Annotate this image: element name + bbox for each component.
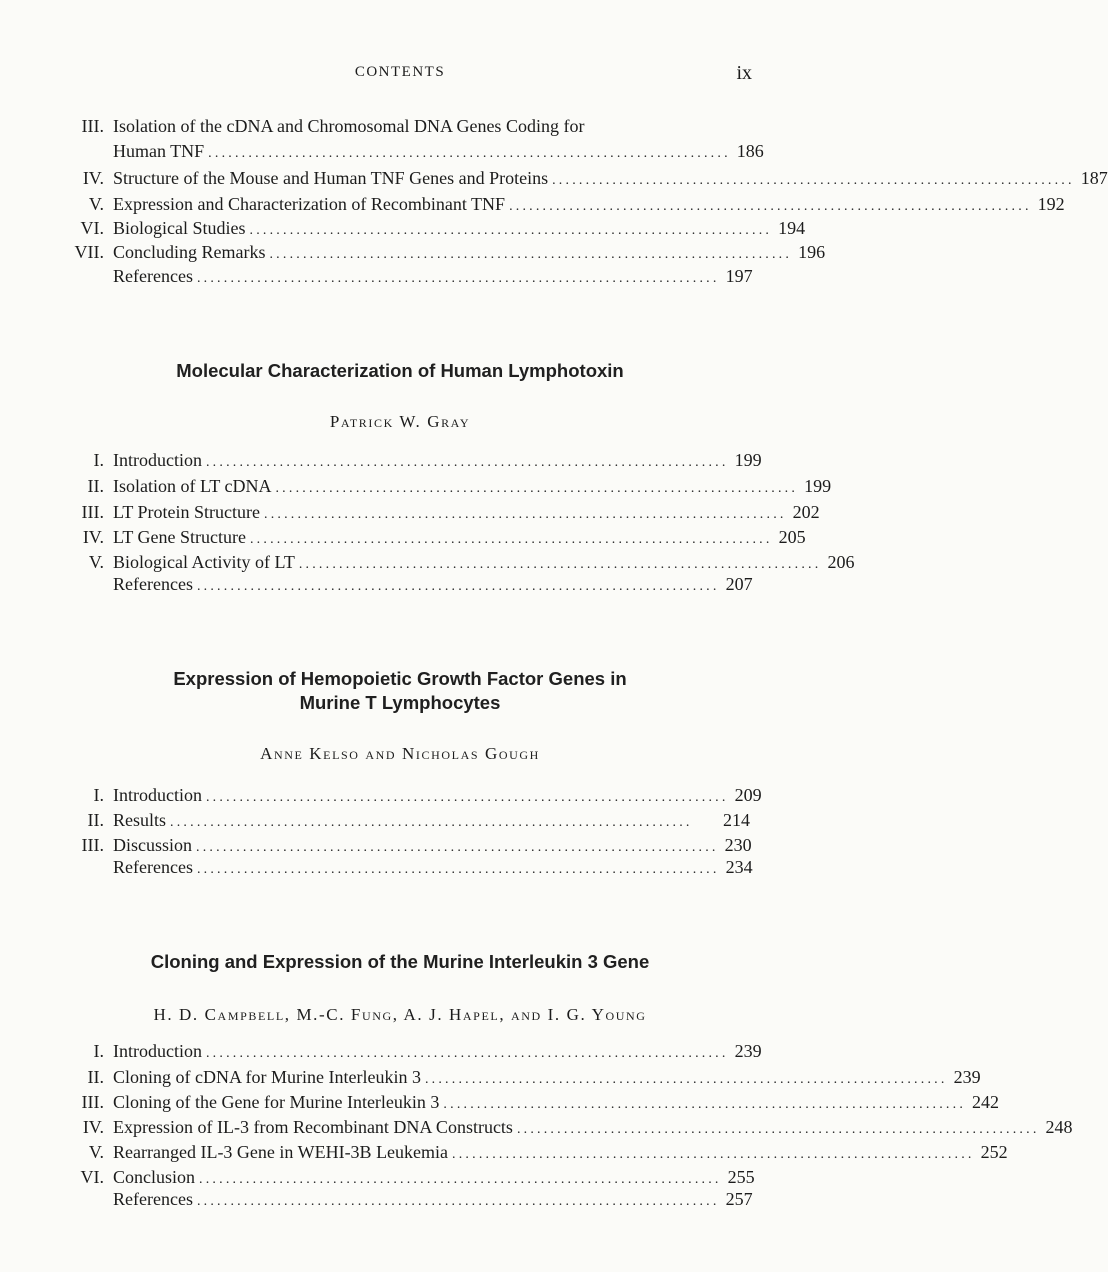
section-title: Biological Studies	[113, 218, 246, 238]
dot-leader: ..............................................................................	[196, 840, 719, 855]
section-title: Expression of IL-3 from Recombinant DNA Constructs	[113, 1117, 513, 1137]
page-ref: 242	[972, 1092, 1000, 1112]
section-number: VII.	[74, 242, 104, 262]
article-title-line2: Murine T Lymphocytes	[299, 692, 501, 713]
article-title: Cloning and Expression of the Murine Interleukin 3 Gene	[150, 951, 650, 972]
section-title: References	[113, 1189, 193, 1209]
section-number: II.	[87, 1067, 104, 1087]
dot-leader: ..............................................................................	[443, 1097, 967, 1112]
page-ref: 207	[725, 574, 753, 594]
section-title: LT Gene Structure	[113, 527, 246, 547]
dot-leader: ..............................................................................	[199, 1172, 722, 1187]
dot-leader: ..............................................................................	[275, 481, 799, 496]
page-ref: 214	[723, 810, 750, 830]
dot-leader: ..............................................................................	[196, 862, 720, 877]
page-ref: 234	[725, 857, 753, 877]
section-number: IV.	[82, 1117, 104, 1137]
page-ref: 202	[792, 502, 820, 522]
dot-leader: ..............................................................................	[424, 1072, 948, 1087]
section-number: I.	[93, 450, 104, 470]
page-ref: 186	[736, 141, 764, 161]
section-title: Biological Activity of LT	[113, 552, 295, 572]
section-number: II.	[87, 810, 104, 830]
dot-leader: ..............................................................................	[205, 790, 729, 805]
dot-leader: ..............................................................................	[298, 557, 822, 572]
page-ref: 255	[727, 1167, 755, 1187]
dot-leader: ..............................................................................	[196, 1194, 720, 1209]
page-ref: 196	[798, 242, 826, 262]
page-ref: 199	[804, 476, 832, 496]
section-title: References	[113, 266, 193, 286]
article-authors: Patrick W. Gray	[329, 412, 471, 431]
page-ref: 206	[827, 552, 855, 572]
dot-leader: ..............................................................................	[205, 455, 729, 470]
dot-leader: ..............................................................................	[249, 223, 773, 238]
dot-leader: ..............................................................................	[264, 507, 787, 522]
section-title: Conclusion	[113, 1167, 196, 1187]
section-title: Structure of the Mouse and Human TNF Genes and Proteins	[113, 168, 549, 188]
dot-leader: ..............................................................................	[205, 1046, 729, 1061]
section-title: Introduction	[113, 450, 202, 470]
page-ref: 199	[734, 450, 762, 470]
page-ref: 197	[725, 266, 753, 286]
page-ref: 205	[778, 527, 806, 547]
dot-leader: ..............................................................................	[269, 247, 793, 262]
section-number: VI.	[80, 218, 104, 238]
page-ref: 239	[953, 1067, 981, 1087]
article-authors: H. D. Campbell, M.-C. Fung, A. J. Hapel, and I. G. Young	[153, 1005, 647, 1024]
section-number: IV.	[82, 527, 104, 547]
section-title: Isolation of the cDNA and Chromosomal DNA Genes Coding for	[113, 116, 585, 136]
page-header	[0, 62, 800, 86]
page-number: ix	[736, 62, 752, 84]
section-title: Cloning of cDNA for Murine Interleukin 3	[113, 1067, 421, 1087]
page-ref: 257	[725, 1189, 753, 1209]
section-number: I.	[93, 785, 104, 805]
page-ref: 194	[778, 218, 806, 238]
section-title: Cloning of the Gene for Murine Interleukin 3	[113, 1092, 440, 1112]
page-ref: 248	[1045, 1117, 1073, 1137]
dot-leader: ..............................................................................	[509, 199, 1032, 214]
section-title: LT Protein Structure	[113, 502, 260, 522]
article-title: Molecular Characterization of Human Lymphotoxin	[176, 360, 624, 381]
section-number: V.	[88, 552, 104, 572]
section-number: III.	[81, 1092, 104, 1112]
section-title: References	[113, 857, 193, 877]
page-ref: 187	[1080, 168, 1108, 188]
section-number: II.	[87, 476, 104, 496]
dot-leader: ..............................................................................	[170, 815, 693, 830]
section-number: V.	[88, 1142, 104, 1162]
dot-leader: ..............................................................................	[196, 579, 720, 594]
section-title: Discussion	[113, 835, 193, 855]
section-title: Rearranged IL-3 Gene in WEHI-3B Leukemia	[113, 1142, 449, 1162]
dot-leader: ..............................................................................	[516, 1122, 1040, 1137]
section-title: Human TNF	[113, 141, 205, 161]
section-title: Introduction	[113, 785, 202, 805]
section-title: Expression and Characterization of Recombinant TNF	[113, 194, 506, 214]
dot-leader: ..............................................................................	[552, 173, 1075, 188]
dot-leader: ..............................................................................	[208, 146, 731, 161]
dot-leader: ..............................................................................	[196, 271, 720, 286]
page-ref: 192	[1037, 194, 1065, 214]
running-head: CONTENTS	[354, 64, 446, 80]
article-title: Expression of Hemopoietic Growth Factor Genes in	[173, 668, 627, 689]
section-title: Concluding Remarks	[113, 242, 266, 262]
section-number: III.	[81, 502, 104, 522]
page-ref: 230	[724, 835, 752, 855]
dot-leader: ..............................................................................	[249, 532, 773, 547]
section-title: References	[113, 574, 193, 594]
page-ref: 239	[734, 1041, 762, 1061]
section-number: III.	[81, 835, 104, 855]
dot-leader: ..............................................................................	[452, 1147, 975, 1162]
section-number: IV.	[82, 168, 104, 188]
section-number: V.	[88, 194, 104, 214]
page-ref: 252	[980, 1142, 1008, 1162]
page-ref: 209	[734, 785, 762, 805]
section-title: Isolation of LT cDNA	[113, 476, 272, 496]
section-number: III.	[81, 116, 104, 136]
section-number: VI.	[80, 1167, 104, 1187]
section-title: Results	[113, 810, 167, 830]
article-authors: Anne Kelso and Nicholas Gough	[260, 744, 540, 763]
section-title: Introduction	[113, 1041, 202, 1061]
section-number: I.	[93, 1041, 104, 1061]
